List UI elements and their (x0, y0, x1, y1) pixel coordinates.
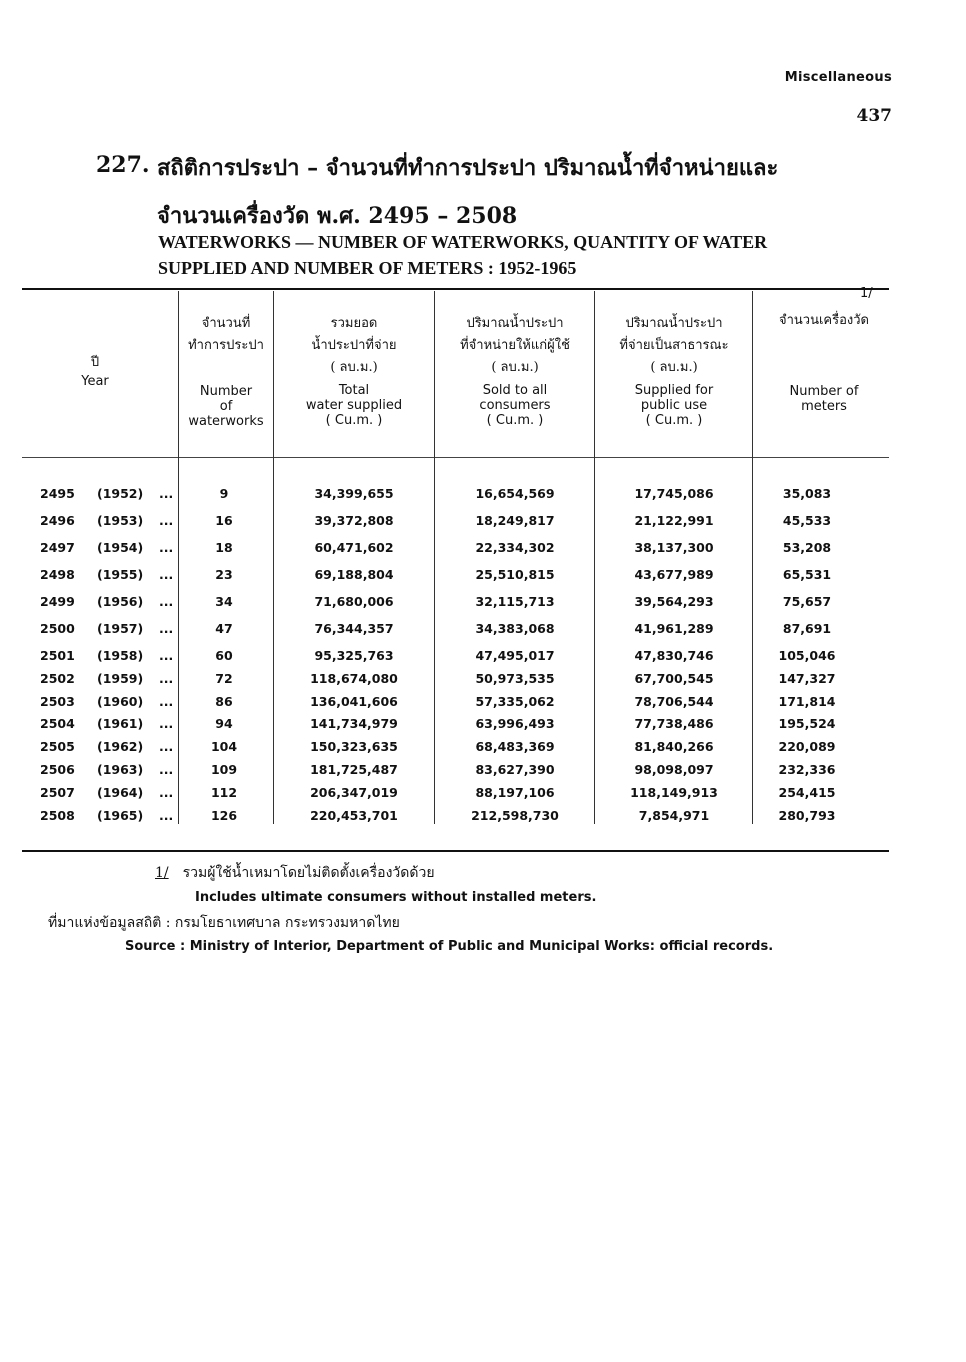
table-row (0, 540, 966, 560)
public-use-cell: 78,706,544 (634, 694, 714, 709)
header-meters-thai: จำนวนเครื่องวัด (778, 313, 869, 328)
english-title-line-2: SUPPLIED AND NUMBER OF METERS : 1952-1965 (158, 258, 577, 278)
year-be-cell: 2497 (40, 540, 75, 555)
public-use-cell: 21,122,991 (634, 513, 714, 528)
public-use-cell: 43,677,989 (634, 567, 714, 582)
header-meters (754, 310, 894, 414)
year-ad-cell: (1953) (97, 513, 144, 528)
sold-consumers-cell: 88,197,106 (475, 785, 555, 800)
sold-consumers-cell: 83,627,390 (475, 762, 555, 777)
table-row (0, 671, 966, 691)
year-be-cell: 2500 (40, 621, 75, 636)
waterworks-cell: 72 (215, 671, 233, 686)
english-title-line-1: WATERWORKS — NUMBER OF WATERWORKS, QUANTITY OF WATER (158, 232, 768, 252)
header-sold-thai: ปริมาณน้ำประปา ที่จำหน่ายให้แก่ผู้ใช้ ( ลบ.ม.) (460, 316, 570, 375)
header-total (275, 313, 433, 428)
table-number: 227. (96, 152, 150, 178)
waterworks-cell: 34 (215, 594, 233, 609)
table-row (0, 716, 966, 736)
waterworks-cell: 86 (215, 694, 233, 709)
sold-consumers-cell: 47,495,017 (475, 648, 555, 663)
year-ad-cell: (1963) (97, 762, 144, 777)
leader-dots: ... (159, 762, 174, 777)
public-use-cell: 77,738,486 (634, 716, 714, 731)
year-ad-cell: (1952) (97, 486, 144, 501)
waterworks-cell: 16 (215, 513, 233, 528)
meters-cell: 53,208 (782, 540, 832, 555)
table-row (0, 486, 966, 506)
total-supplied-cell: 39,372,808 (314, 513, 394, 528)
total-supplied-cell: 136,041,606 (310, 694, 398, 709)
table-row (0, 648, 966, 668)
table-bottom-rule (22, 850, 889, 852)
sold-consumers-cell: 18,249,817 (475, 513, 555, 528)
year-be-cell: 2507 (40, 785, 75, 800)
public-use-cell: 17,745,086 (634, 486, 714, 501)
header-year (40, 352, 150, 389)
header-public-thai: ปริมาณน้ำประปา ที่จ่ายเป็นสาธารณะ ( ลบ.ม.) (619, 316, 729, 375)
year-ad-cell: (1957) (97, 621, 144, 636)
total-supplied-cell: 69,188,804 (314, 567, 394, 582)
year-ad-cell: (1958) (97, 648, 144, 663)
footnote-english: Includes ultimate consumers without installed meters. (195, 890, 597, 905)
public-use-cell: 118,149,913 (630, 785, 718, 800)
year-ad-cell: (1964) (97, 785, 144, 800)
section-label: Miscellaneous (784, 70, 892, 85)
table-row (0, 621, 966, 641)
meters-cell: 171,814 (778, 694, 836, 709)
footnote-marker: 1/ (860, 286, 873, 301)
sold-consumers-cell: 25,510,815 (475, 567, 555, 582)
year-ad-cell: (1955) (97, 567, 144, 582)
sold-consumers-cell: 16,654,569 (475, 486, 555, 501)
header-total-english: Total water supplied ( Cu.m. ) (305, 383, 403, 428)
leader-dots: ... (159, 694, 174, 709)
header-sold-english: Sold to all consumers ( Cu.m. ) (479, 383, 551, 428)
sold-consumers-cell: 212,598,730 (471, 808, 559, 823)
total-supplied-cell: 60,471,602 (314, 540, 394, 555)
thai-title-line-1: สถิติการประปา – จำนวนที่ทำการประปา ปริมาณน้ำที่จำหน่ายและ (157, 155, 779, 181)
public-use-cell: 41,961,289 (634, 621, 714, 636)
sold-consumers-cell: 34,383,068 (475, 621, 555, 636)
sold-consumers-cell: 63,996,493 (475, 716, 555, 731)
total-supplied-cell: 150,323,635 (310, 739, 398, 754)
table-row (0, 739, 966, 759)
header-year-english: Year (81, 374, 109, 389)
year-be-cell: 2499 (40, 594, 75, 609)
total-supplied-cell: 206,347,019 (310, 785, 398, 800)
total-supplied-cell: 118,674,080 (310, 671, 398, 686)
table-row (0, 594, 966, 614)
sold-consumers-cell: 50,973,535 (475, 671, 555, 686)
meters-cell: 45,533 (782, 513, 832, 528)
table-row (0, 785, 966, 805)
year-be-cell: 2496 (40, 513, 75, 528)
year-be-cell: 2503 (40, 694, 75, 709)
header-public-english: Supplied for public use ( Cu.m. ) (634, 383, 714, 428)
total-supplied-cell: 220,453,701 (310, 808, 398, 823)
waterworks-cell: 104 (210, 739, 238, 754)
year-be-cell: 2508 (40, 808, 75, 823)
footnote-thai-text: รวมผู้ใช้น้ำเหมาโดยไม่ติดตั้งเครื่องวัดด้วย (182, 865, 435, 881)
leader-dots: ... (159, 486, 174, 501)
source-thai: ที่มาแห่งข้อมูลสถิติ : กรมโยธาเทศบาล กระทรวงมหาดไทย (48, 915, 400, 931)
total-supplied-cell: 95,325,763 (314, 648, 394, 663)
waterworks-cell: 109 (210, 762, 238, 777)
sold-consumers-cell: 68,483,369 (475, 739, 555, 754)
meters-cell: 75,657 (782, 594, 832, 609)
waterworks-cell: 60 (215, 648, 233, 663)
waterworks-cell: 126 (210, 808, 238, 823)
header-total-thai: รวมยอด น้ำประปาที่จ่าย ( ลบ.ม.) (311, 316, 397, 375)
year-be-cell: 2498 (40, 567, 75, 582)
header-meters-english: Number of meters (789, 384, 859, 414)
meters-cell: 87,691 (782, 621, 832, 636)
leader-dots: ... (159, 540, 174, 555)
year-be-cell: 2495 (40, 486, 75, 501)
leader-dots: ... (159, 594, 174, 609)
waterworks-cell: 112 (210, 785, 238, 800)
year-be-cell: 2501 (40, 648, 75, 663)
waterworks-cell: 23 (215, 567, 233, 582)
total-supplied-cell: 141,734,979 (310, 716, 398, 731)
header-sold (435, 313, 595, 428)
leader-dots: ... (159, 808, 174, 823)
public-use-cell: 47,830,746 (634, 648, 714, 663)
table-row (0, 694, 966, 714)
meters-cell: 65,531 (782, 567, 832, 582)
meters-cell: 232,336 (778, 762, 836, 777)
thai-title-line-2: จำนวนเครื่องวัด พ.ศ. 2495 – 2508 (157, 203, 518, 229)
year-ad-cell: (1965) (97, 808, 144, 823)
footnote-thai (155, 862, 435, 884)
table-row (0, 808, 966, 828)
leader-dots: ... (159, 739, 174, 754)
source-english: Source : Ministry of Interior, Department of Public and Municipal Works: official records. (125, 939, 774, 954)
year-be-cell: 2502 (40, 671, 75, 686)
year-ad-cell: (1959) (97, 671, 144, 686)
header-waterworks-english: Number of waterworks (188, 384, 264, 429)
header-waterworks-thai: จำนวนที่ ทำการประปา (188, 316, 264, 353)
year-ad-cell: (1961) (97, 716, 144, 731)
total-supplied-cell: 34,399,655 (314, 486, 394, 501)
year-be-cell: 2505 (40, 739, 75, 754)
total-supplied-cell: 71,680,006 (314, 594, 394, 609)
header-public (596, 313, 752, 428)
public-use-cell: 98,098,097 (634, 762, 714, 777)
year-be-cell: 2504 (40, 716, 75, 731)
leader-dots: ... (159, 716, 174, 731)
year-ad-cell: (1956) (97, 594, 144, 609)
page-number: 437 (856, 106, 892, 126)
meters-cell: 220,089 (778, 739, 836, 754)
meters-cell: 280,793 (778, 808, 836, 823)
table-row (0, 762, 966, 782)
total-supplied-cell: 181,725,487 (310, 762, 398, 777)
waterworks-cell: 9 (219, 486, 229, 501)
table-row (0, 567, 966, 587)
sold-consumers-cell: 32,115,713 (475, 594, 555, 609)
waterworks-cell: 47 (215, 621, 233, 636)
header-bottom-rule (22, 457, 889, 458)
year-be-cell: 2506 (40, 762, 75, 777)
public-use-cell: 67,700,545 (634, 671, 714, 686)
leader-dots: ... (159, 671, 174, 686)
meters-cell: 105,046 (778, 648, 836, 663)
footnote-mark: 1/ (155, 865, 169, 881)
sold-consumers-cell: 22,334,302 (475, 540, 555, 555)
public-use-cell: 39,564,293 (634, 594, 714, 609)
total-supplied-cell: 76,344,357 (314, 621, 394, 636)
table-row (0, 513, 966, 533)
public-use-cell: 81,840,266 (634, 739, 714, 754)
year-ad-cell: (1960) (97, 694, 144, 709)
meters-cell: 254,415 (778, 785, 836, 800)
sold-consumers-cell: 57,335,062 (475, 694, 555, 709)
header-waterworks (180, 313, 272, 429)
meters-cell: 147,327 (778, 671, 836, 686)
leader-dots: ... (159, 621, 174, 636)
waterworks-cell: 94 (215, 716, 233, 731)
year-ad-cell: (1954) (97, 540, 144, 555)
year-ad-cell: (1962) (97, 739, 144, 754)
leader-dots: ... (159, 785, 174, 800)
public-use-cell: 7,854,971 (638, 808, 710, 823)
leader-dots: ... (159, 648, 174, 663)
leader-dots: ... (159, 513, 174, 528)
waterworks-cell: 18 (215, 540, 233, 555)
meters-cell: 195,524 (778, 716, 836, 731)
public-use-cell: 38,137,300 (634, 540, 714, 555)
meters-cell: 35,083 (782, 486, 832, 501)
table-top-rule (22, 288, 889, 290)
header-year-thai: ปี (90, 355, 100, 370)
leader-dots: ... (159, 567, 174, 582)
